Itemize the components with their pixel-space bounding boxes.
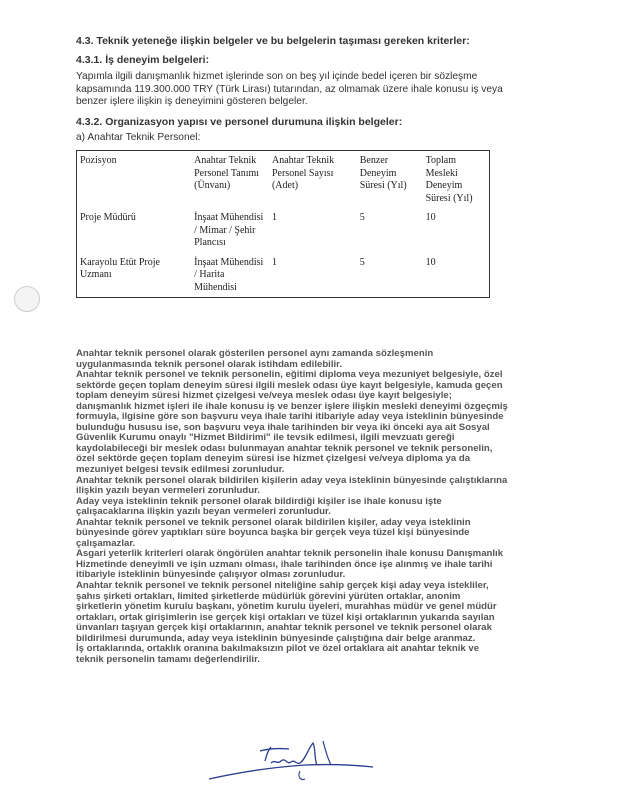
notes-line: çalışacaklarına ilişkin yazılı beyan vermeleri zorunludur. xyxy=(76,506,331,518)
notes-line: formuyla, ilgisine göre son başvuru veya ihale tarihi itibariyle aday veya isteklinin bünyesinde xyxy=(76,411,504,423)
table-cell: 5 xyxy=(359,256,365,268)
table-header-cell: Pozisyon xyxy=(80,155,117,166)
notes-line: ilişkin yazılı beyan vermeleri zorunludur. xyxy=(76,485,260,497)
notes-line: teknik personelin tamamı değerlendirilir. xyxy=(76,653,260,665)
table-row xyxy=(77,253,490,298)
notes-line: uygulanmasında teknik personel olarak istihdam edilebilir. xyxy=(76,358,343,370)
key-personnel-label: a) Anahtar Teknik Personel: xyxy=(76,132,201,143)
notes-line: ünvanları taşıyan gerçek kişi ortaklarının, anahtar teknik personel ve teknik personel olarak xyxy=(76,622,492,634)
table-cell: 1 xyxy=(271,212,277,223)
key-personnel-table xyxy=(76,150,490,298)
table-row xyxy=(77,208,490,253)
notes-line: Anahtar teknik personel olarak bildirilen kişilerin aday veya isteklinin bünyesinde çalıştıklarına xyxy=(76,474,508,486)
notes-line: itibariyle isteklinin bünyesinde çalışıyor olması zorunludur. xyxy=(76,569,346,581)
section-heading: 4.3. Teknik yeteneğe ilişkin belgeler ve bu belgelerin taşıması gereken kriterler: xyxy=(76,35,470,47)
table-cell: 1 xyxy=(271,256,277,268)
notes-line: özel sektörde geçen toplam deneyim süresi ise hizmet çizelgesi ve/veya diploma ya da xyxy=(76,453,471,465)
binder-hole xyxy=(14,286,40,312)
notes-line: bildirilmesi durumunda, aday veya isteklinin bünyesinde çalıştığına dair belge aranmaz. xyxy=(76,632,476,644)
experience-docs-paragraph xyxy=(76,71,554,109)
table-cell: Proje Müdürü xyxy=(80,212,136,223)
notes-line: Aday veya isteklinin teknik personel olarak bildirdiği kişiler ise ihale konusu işte xyxy=(76,495,442,507)
notes-line: Anahtar teknik personel ve teknik personel niteliğine sahip gerçek kişi aday veya istekliler, xyxy=(76,580,489,592)
notes-line: Anahtar teknik personel ve teknik personel olarak bildirilen kişiler, aday veya isteklinin xyxy=(76,516,471,528)
table-cell: 10 xyxy=(425,256,436,268)
table-cell: İnşaat Mühendisi / Harita Mühendisi xyxy=(194,256,264,293)
notes-line: şahıs şirketi ortakları, limited şirketlerde müdürlük görevini yürüten ortaklar, anonim xyxy=(76,590,461,602)
paragraph-line: Yapımla ilgili danışmanlık hizmet işlerinde son on beş yıl içinde bedel içeren bir sözleşme xyxy=(76,71,478,82)
notes-line: bulunduğu hususu ise, son başvuru veya ihale tarihinden bir veya iki önceki aya ait Sosyal xyxy=(76,421,490,433)
table-cell: 10 xyxy=(425,212,436,223)
notes-line: çalışamazlar. xyxy=(76,537,136,549)
paragraph-line: kapsamında 119.300.000 TRY (Türk Lirası) tutarından, az olmamak üzere ihale konusu iş veya xyxy=(76,83,503,95)
paragraph-line: benzer işlere ilişkin iş deneyimini gösteren belgeler. xyxy=(76,96,308,107)
table-cell: Karayolu Etüt Proje Uzmanı xyxy=(80,256,160,280)
notes-line: Anahtar teknik personel ve teknik personelin, eğitimi diploma veya mezuniyet belgesiyle, özel xyxy=(76,369,503,381)
table-header-cell: Benzer Deneyim Süresi (Yıl) xyxy=(359,155,407,191)
organization-heading: 4.3.2. Organizasyon yapısı ve personel durumuna ilişkin belgeler: xyxy=(76,116,403,128)
notes-line: şirketlerin yönetim kurulu başkanı, yönetim kurulu üyeleri, murahhas müdür ve genel müdür xyxy=(76,601,497,613)
notes-line: toplam deneyim süresi hizmet çizelgesi ve/veya meslek odası üye kayıt belgesiyle; xyxy=(76,390,452,402)
table-cell: İnşaat Mühendisi / Mimar / Şehir Plancısı xyxy=(194,212,264,248)
personnel-notes xyxy=(76,349,576,665)
experience-docs-heading: 4.3.1. İş deneyim belgeleri: xyxy=(76,54,210,66)
notes-line: kaydolabileceği bir meslek odası bulunmayan anahtar teknik personel ve teknik personelin, xyxy=(76,442,493,454)
table-header-row xyxy=(77,151,490,209)
table-cell: 5 xyxy=(359,212,365,223)
notes-line: İş ortaklarında, ortaklık oranına bakılmaksızın pilot ve özel ortaklara ait anahtar teknik ve xyxy=(76,643,480,655)
notes-line: Hizmetinde deneyimli ve işin uzmanı olması, ihale tarihinden önce işe alınmış ve ihale tarihi xyxy=(76,558,493,570)
notes-line: sektörde geçen toplam deneyim süresi ilgili meslek odası üye kayıt belgesiyle, kamuda geçen xyxy=(76,379,503,391)
notes-line: danışmanlık hizmet işleri ile ihale konusu iş ve benzer işlere ilişkin mesleki deneyimi özgeçmiş xyxy=(76,400,508,412)
notes-line: Asgari yeterlik kriterleri olarak öngörülen anahtar teknik personelin ihale konusu Danışmanlık xyxy=(76,548,504,560)
notes-line: mezuniyet belgesi tevsik edilmesi zorunludur. xyxy=(76,464,285,476)
table-header-cell: Anahtar Teknik Personel Sayısı (Adet) xyxy=(271,155,335,191)
notes-line: ortakları, ortak girişimlerin ise gerçek kişi ortakları ve tüzel kişi ortaklarının yukarıda sayılan xyxy=(76,611,495,623)
notes-line: Güvenlik Kurumu onaylı "Hizmet Bildirimi" ile tevsik edilmesi, ilgili mevzuatı gereği xyxy=(76,432,455,444)
handwritten-signature xyxy=(205,735,375,787)
table-header-cell: Anahtar Teknik Personel Tanımı (Ünvanı) xyxy=(194,155,260,191)
table-header-cell: Toplam Mesleki Deneyim Süresi (Yıl) xyxy=(425,155,473,204)
notes-line: Anahtar teknik personel olarak gösterilen personel aynı zamanda sözleşmenin xyxy=(76,348,434,359)
notes-line: bünyesinde görev yaptıkları süre boyunca başka bir gerçek veya tüzel kişi bünyesinde xyxy=(76,527,470,539)
